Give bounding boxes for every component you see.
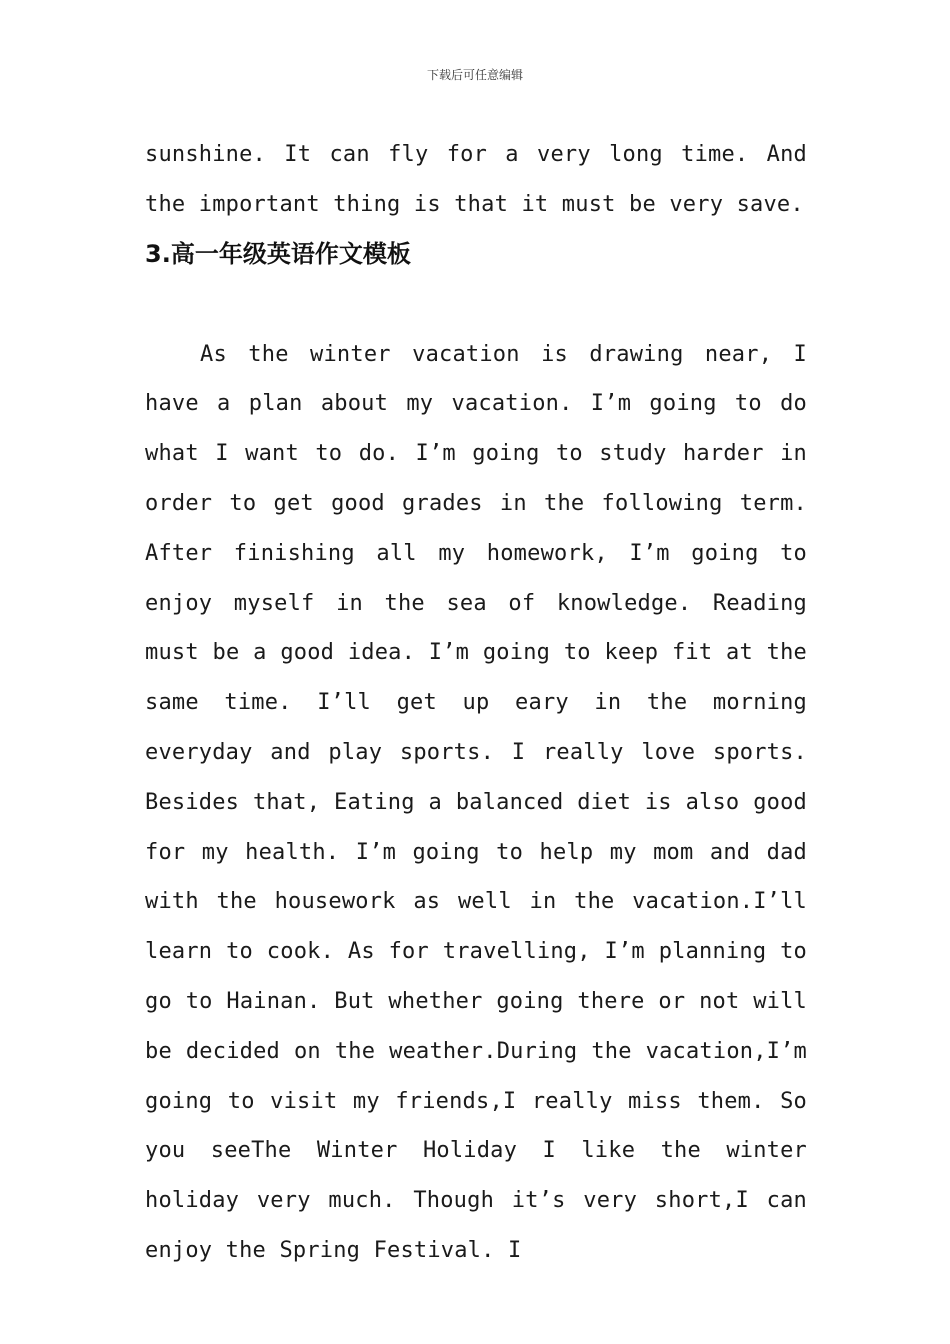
essay-paragraph: As the winter vacation is drawing near, I have a plan about my vacation. I’m going to do what I want to do. I’m going to study harder in order to get good grades in the following term. After finishing all my homework, I’m going to enjoy myself in the sea of knowledge. Reading must be a good idea. I’m going to keep fit at the same time. I’ll get up eary in the morning everyday and play sports. I really love sports. Besides that, Eating a balanced diet is also good for my health. I’m going to help my mom and dad with the housework as well in the vacation.I’ll learn to cook. As for travelling, I’m planning to go to Hainan. But whether going there or not will be decided on the weather.During the vacation,I’m going to visit my friends,I really miss them. So you seeThe Winter Holiday I like the winter holiday very much. Though it’s very short,I can enjoy the Spring Festival. I [145, 341, 807, 1263]
document-body [145, 130, 807, 1276]
carryover-paragraph: sunshine. It can fly for a very long time. And the important thing is that it must be very save. [145, 142, 807, 217]
page-header-note: 下载后可任意编辑 [426, 68, 523, 82]
section-heading: 3.高一年级英语作文模板 [145, 239, 411, 268]
